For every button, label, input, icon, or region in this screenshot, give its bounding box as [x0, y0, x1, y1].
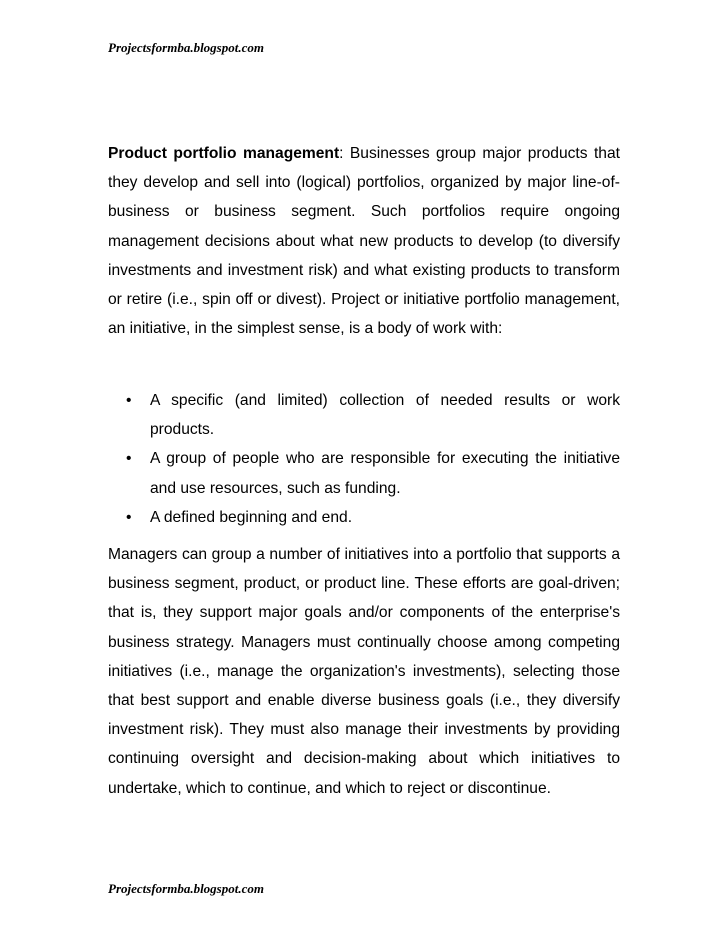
- page-footer: Projectsformba.blogspot.com: [108, 881, 264, 896]
- list-item-text: A defined beginning and end.: [150, 508, 353, 526]
- list-item-text: A group of people who are responsible for executing the initiative and use resources, such as funding.: [150, 450, 620, 497]
- list-item: [108, 386, 620, 444]
- paragraph-body: : Businesses group major products that they develop and sell into (logical) portfolios, organized by major line-of-business or business segment. Such portfolios require ongoing management decisions about what new products to develop (to diversify investments and investment risk) and what existing products to transform or retire (i.e., spin off or divest). Project or initiative portfolio management, an initiative, in the simplest sense, is a body of work with:: [108, 145, 620, 338]
- page-header: Projectsformba.blogspot.com: [108, 40, 264, 55]
- list-item-text: A specific (and limited) collection of needed results or work products.: [150, 392, 620, 439]
- paragraph-lead-term: Product portfolio management: [108, 145, 340, 162]
- bullet-list: [108, 386, 620, 532]
- list-item: [108, 444, 620, 502]
- bullet-icon: •: [126, 508, 132, 526]
- list-item: [108, 503, 620, 532]
- paragraph-managers: Managers can group a number of initiatives into a portfolio that supports a business segment, product, or product line. These efforts are goal-driven; that is, they support major goals and/or components of the enterprise's business strategy. Managers must continually choose among competing initiatives (i.e., manage the organization's investments), selecting those that best support and enable diverse business goals (i.e., they diversify investment risk). They must also manage their investments by providing continuing oversight and decision-making about which initiatives to undertake, which to continue, and which to reject or discontinue.: [108, 546, 620, 797]
- bullet-icon: •: [126, 392, 132, 409]
- bullet-icon: •: [126, 450, 132, 468]
- paragraph-product-portfolio: [108, 139, 620, 343]
